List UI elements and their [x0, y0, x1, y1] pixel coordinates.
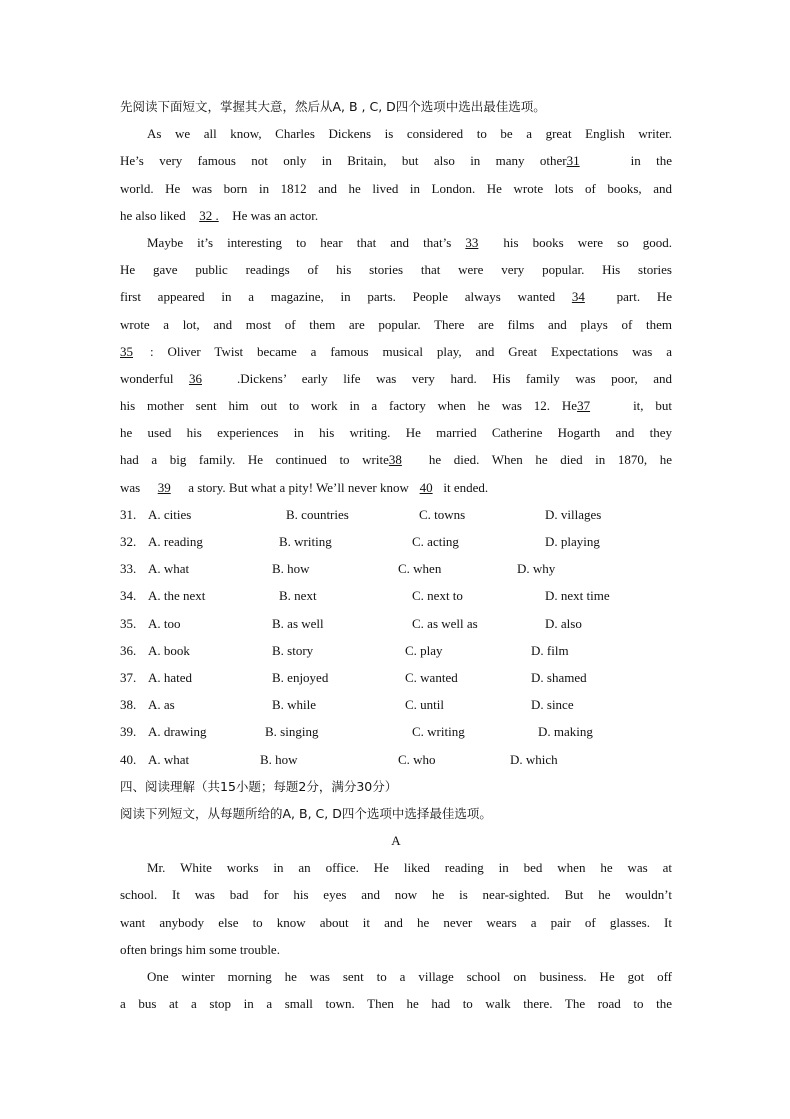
passage-line [120, 446, 672, 473]
passage-text: .Dickens’ early life was very hard. His family was poor, and [236, 370, 672, 386]
option-b: B. how [272, 561, 310, 577]
answer-blank-35: 35 [120, 343, 133, 359]
passage-text: he used his experiences in his writing. He married Catherine Hogarth and they [120, 425, 672, 441]
passage-line [120, 338, 672, 365]
option-c: C. who [398, 751, 436, 767]
passage-text: world. He was born in 1812 and he lived in London. He wrote lots of books, and [120, 180, 672, 196]
option-c: C. when [398, 561, 442, 577]
passage-text: his books were so good. [489, 234, 672, 250]
option-a: A. book [148, 642, 190, 658]
passage-text: it, but [633, 398, 672, 414]
answer-blank-40: 40 [419, 479, 433, 495]
question-number: 40. [120, 751, 137, 767]
question-number: 38. [120, 697, 137, 713]
reading-passage [120, 854, 672, 1017]
passage-line [120, 256, 672, 283]
passage-line: Mr. White works in an office. He liked reading in bed when he was at [147, 860, 672, 876]
passage-line [120, 120, 672, 147]
question-number: 34. [120, 588, 137, 604]
option-c: C. next to [412, 588, 463, 604]
document-page [120, 93, 672, 1017]
question-row [120, 664, 672, 691]
passage-line [120, 229, 672, 256]
question-number: 39. [120, 724, 137, 740]
option-a: A. what [148, 561, 190, 577]
passage-line [120, 365, 672, 392]
option-d: D. making [538, 724, 593, 740]
option-d: D. which [510, 751, 558, 767]
passage-text: wrote a lot, and most of them are popular. There are films and plays of them [120, 316, 672, 332]
option-a: A. what [148, 751, 190, 767]
option-a: A. as [148, 697, 175, 713]
option-b: B. how [260, 751, 298, 767]
question-row [120, 610, 672, 637]
reading-instruction: 阅读下列短文，从每题所给的A, B, C, D四个选项中选择最佳选项。 [120, 805, 492, 821]
option-c: C. until [405, 697, 445, 713]
passage-line [120, 392, 672, 419]
option-d: D. why [517, 561, 556, 577]
passage-text: it ended. [440, 479, 489, 495]
answer-blank-34: 34 [571, 289, 585, 305]
passage-line [120, 202, 672, 229]
option-c: C. writing [412, 724, 465, 740]
passage-text: He’s very famous not only in Britain, but also in many other [120, 153, 567, 169]
option-a: A. cities [148, 506, 192, 522]
question-number: 31. [120, 506, 137, 522]
passage-line [120, 474, 672, 501]
question-row [120, 746, 672, 773]
option-b: B. next [279, 588, 317, 604]
option-a: A. reading [148, 534, 203, 549]
option-d: D. shamed [531, 669, 587, 685]
cloze-passage [120, 120, 672, 501]
passage-text: He gave public readings of his stories that were very popular. His stories [120, 262, 672, 278]
question-number: 37. [120, 669, 137, 685]
option-c: C. wanted [405, 669, 458, 685]
question-number: 36. [120, 642, 137, 658]
passage-text: first appeared in a magazine, in parts. People always wanted [120, 289, 572, 305]
answer-blank-33: 33 [465, 234, 479, 250]
passage-text: his mother sent him out to work in a factory when he was 12. He [120, 398, 578, 414]
passage-text: was [120, 479, 141, 495]
passage-line: often brings him some trouble. [120, 941, 280, 957]
passage-text: he died. When he died in 1870, he [428, 452, 672, 468]
option-b: B. writing [279, 534, 332, 549]
passage-line [120, 311, 672, 338]
answer-blank-32: 32 . [199, 207, 219, 223]
question-row [120, 528, 672, 555]
section-title: 四、阅读理解（共15小题；每题2分，满分30分） [120, 778, 398, 794]
option-d: D. since [531, 697, 574, 713]
passage-line: a bus at a stop in a small town. Then he had to walk there. The road to the [120, 996, 672, 1012]
option-b: B. story [272, 642, 314, 658]
passage-text: As we all know, Charles Dickens is considered to be a great English writer. [147, 126, 672, 142]
passage-text: he also liked [120, 207, 189, 223]
option-c: C. acting [412, 534, 459, 549]
option-b: B. enjoyed [272, 669, 329, 685]
option-a: A. too [148, 615, 181, 631]
passage-line [120, 175, 672, 202]
passage-line: school. It was bad for his eyes and now he is near-sighted. But he wouldn’t [120, 887, 672, 903]
passage-text: part. He [599, 289, 672, 305]
cloze-instruction: 先阅读下面短文，掌握其大意，然后从A, B , C, D四个选项中选出最佳选项。 [120, 99, 546, 114]
option-d: D. villages [545, 506, 602, 522]
passage-text: Maybe it’s interesting to hear that and that’s [147, 234, 466, 250]
passage-text: in the [630, 153, 672, 169]
passage-line [120, 283, 672, 310]
question-row [120, 691, 672, 718]
answer-blank-36: 36 [188, 370, 202, 386]
option-a: A. the next [148, 588, 206, 604]
option-b: B. while [272, 697, 317, 713]
answer-blank-31: 31 [566, 153, 580, 169]
option-c: C. play [405, 642, 443, 658]
passage-text: a story. But what a pity! We’ll never know [188, 479, 413, 495]
option-a: A. hated [148, 669, 193, 685]
option-d: D. film [531, 642, 569, 658]
passage-text: wonderful [120, 370, 189, 386]
question-row [120, 582, 672, 609]
answer-blank-37: 37 [577, 398, 591, 414]
question-row [120, 555, 672, 582]
option-c: C. as well as [412, 615, 478, 631]
passage-line: want anybody else to know about it and he never wears a pair of glasses. It [120, 914, 672, 930]
question-row [120, 718, 672, 745]
passage-line [120, 419, 672, 446]
option-b: B. countries [286, 506, 349, 522]
passage-text: : Oliver Twist became a famous musical play, and Great Expectations was a [150, 343, 672, 359]
option-c: C. towns [419, 506, 466, 522]
question-list [120, 501, 672, 773]
question-row [120, 501, 672, 528]
question-number: 33. [120, 561, 137, 577]
passage-text: He was an actor. [228, 207, 319, 223]
option-d: D. also [545, 615, 582, 631]
option-a: A. drawing [148, 724, 207, 740]
option-d: D. playing [545, 534, 600, 549]
question-number: 35. [120, 615, 137, 631]
question-row [120, 637, 672, 664]
option-b: B. as well [272, 615, 324, 631]
answer-blank-38: 38 [388, 452, 402, 468]
option-b: B. singing [265, 724, 319, 740]
passage-label: A [391, 833, 401, 849]
option-d: D. next time [545, 588, 610, 604]
passage-line: One winter morning he was sent to a village school on business. He got off [147, 969, 672, 984]
question-number: 32. [120, 534, 137, 549]
answer-blank-39: 39 [157, 479, 171, 495]
passage-line [120, 147, 672, 174]
passage-text: had a big family. He continued to write [120, 452, 389, 468]
